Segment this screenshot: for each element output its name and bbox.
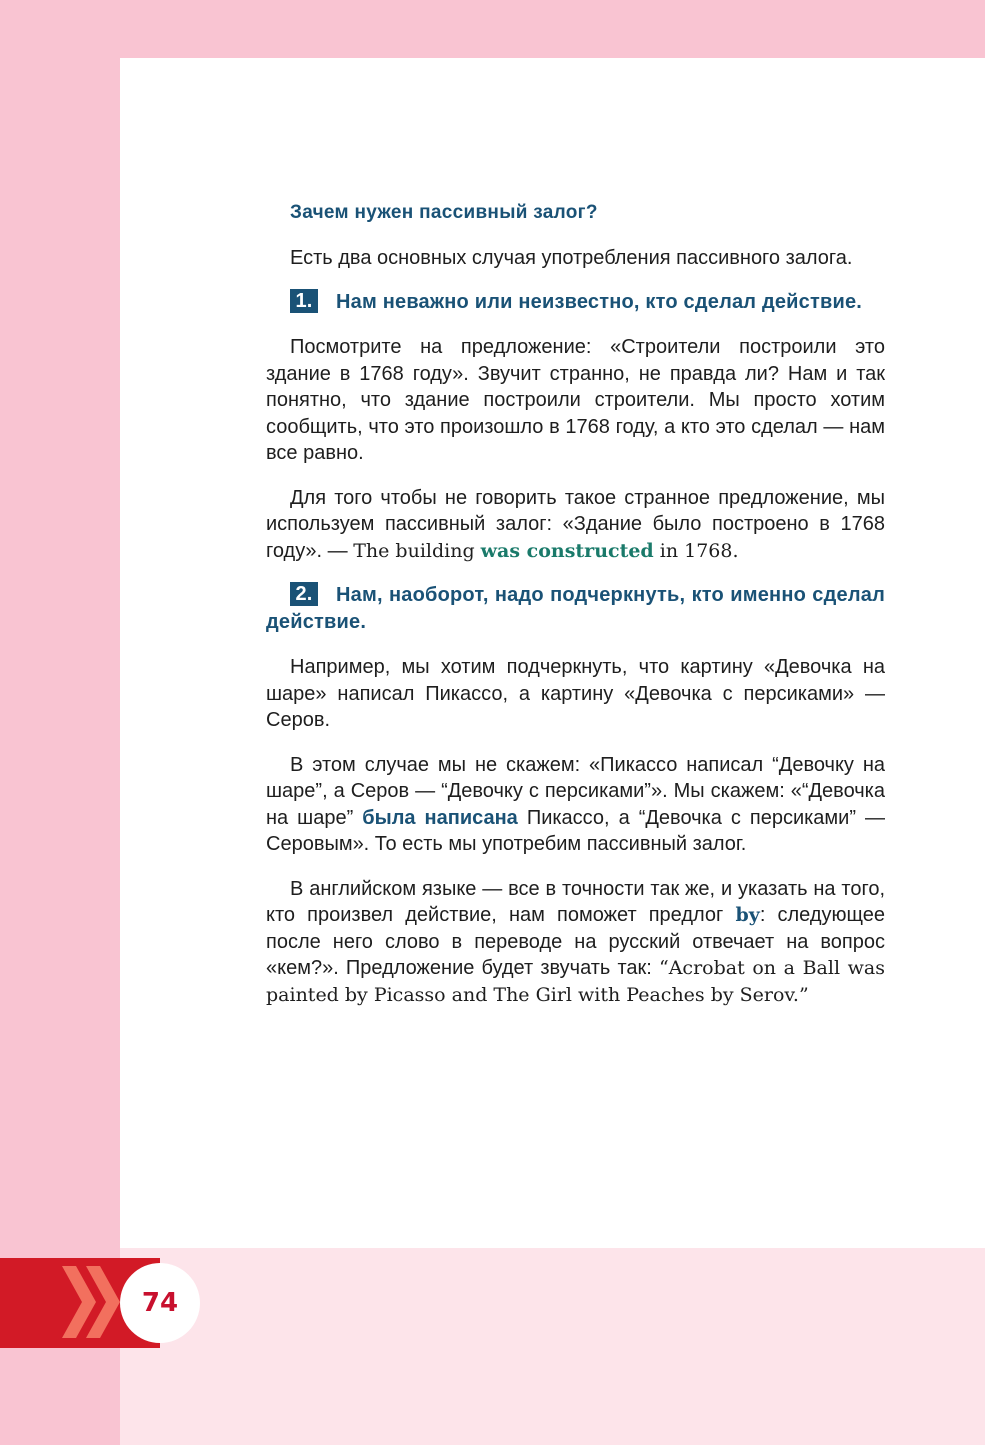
- case-title: Нам неважно или неизвестно, кто сделал действие.: [336, 291, 863, 313]
- passive-highlight: была написана: [362, 806, 518, 829]
- left-frame: [0, 0, 120, 1445]
- case-2-heading: [266, 582, 885, 636]
- section-heading: Зачем нужен пассивный залог?: [290, 202, 598, 223]
- english-example: The building: [353, 539, 481, 562]
- paragraph-3: Например, мы хотим подчеркнуть, что картину «Девочка на шаре» написал Пикассо, а картину «Девочка с персиками» — Серов.: [266, 656, 885, 731]
- paragraph-text: Для того чтобы не говорить такое странное предложение, мы используем пассивный залог: «Здание было построено в 1768 году». —: [266, 486, 885, 562]
- case-1-heading: [266, 289, 885, 316]
- chevron-right-icon: [82, 1262, 122, 1342]
- case-number-badge: 1.: [290, 289, 318, 313]
- paragraph-text: Пикассо, а “Девочка с персиками” — Серовым». То есть мы употребим пассивный залог.: [266, 806, 886, 855]
- paragraph-2: [266, 485, 885, 565]
- paragraph-5: [266, 876, 885, 1009]
- main-content: [266, 200, 885, 1026]
- paragraph-1: Посмотрите на предложение: «Строители построили это здание в 1768 году». Звучит странно, не правда ли? Нам и так понятно, что здание построили строители. Мы просто хотим сообщить, что это произошло в 1768 году, а кто это сделал — нам все равно.: [266, 336, 885, 464]
- footer-band: [120, 1248, 985, 1445]
- case-title: Нам, наоборот, надо подчеркнуть, кто именно сделал действие.: [266, 584, 885, 633]
- english-example: “Acrobat on a Ball was painted by Picasso and The Girl with Peaches by Serov.”: [266, 957, 885, 1006]
- english-example: in 1768.: [653, 539, 739, 562]
- preposition-highlight: by: [735, 904, 760, 926]
- top-frame: [0, 0, 985, 58]
- paragraph-text: В этом случае мы не скажем: «Пикассо написал “Девочку на шаре”, а Серов — “Девочку с персиками”». Мы скажем: «“Девочка на шаре”: [266, 753, 885, 829]
- passive-highlight: was constructed: [480, 539, 654, 562]
- page-number: 74: [120, 1263, 200, 1343]
- intro-paragraph: Есть два основных случая употребления пассивного залога.: [290, 246, 853, 269]
- case-number-badge: 2.: [290, 582, 318, 606]
- paragraph-text: : следующее после него слово в переводе на русский отвечает на вопрос «кем?». Предложение будет звучать так:: [266, 904, 885, 979]
- paragraph-4: [266, 752, 885, 858]
- paragraph-text: В английском языке — все в точности так же, и указать на того, кто произвел действие, нам поможет предлог: [266, 877, 885, 926]
